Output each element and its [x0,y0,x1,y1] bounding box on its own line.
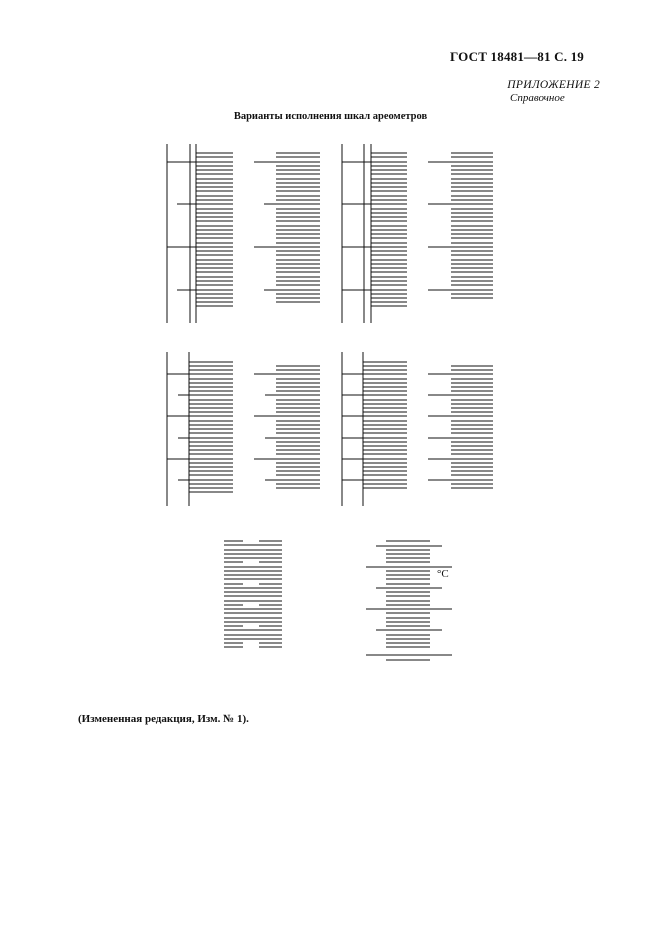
scale-variant-1 [167,144,233,323]
scale-variant-5 [167,352,233,506]
document-reference: ГОСТ 18481—81 С. 19 [450,49,584,64]
scale-variant-8 [428,366,493,488]
scale-variant-2 [254,153,320,302]
figure-title: Варианты исполнения шкал ареометров [233,111,428,122]
unit-label-celsius: °C [437,568,449,580]
scale-variant-9 [224,541,282,647]
scale-variant-10 [366,541,452,660]
amendment-note: (Измененная редакция, Изм. № 1). [78,713,249,725]
scale-variant-7 [342,352,407,506]
scale-variant-4 [428,153,493,298]
scale-ticks [196,153,233,306]
appendix-type: Справочное [510,92,565,104]
scale-variant-6 [254,366,320,488]
appendix-label: ПРИЛОЖЕНИЕ 2 [507,79,600,91]
scale-variant-3 [342,144,407,323]
